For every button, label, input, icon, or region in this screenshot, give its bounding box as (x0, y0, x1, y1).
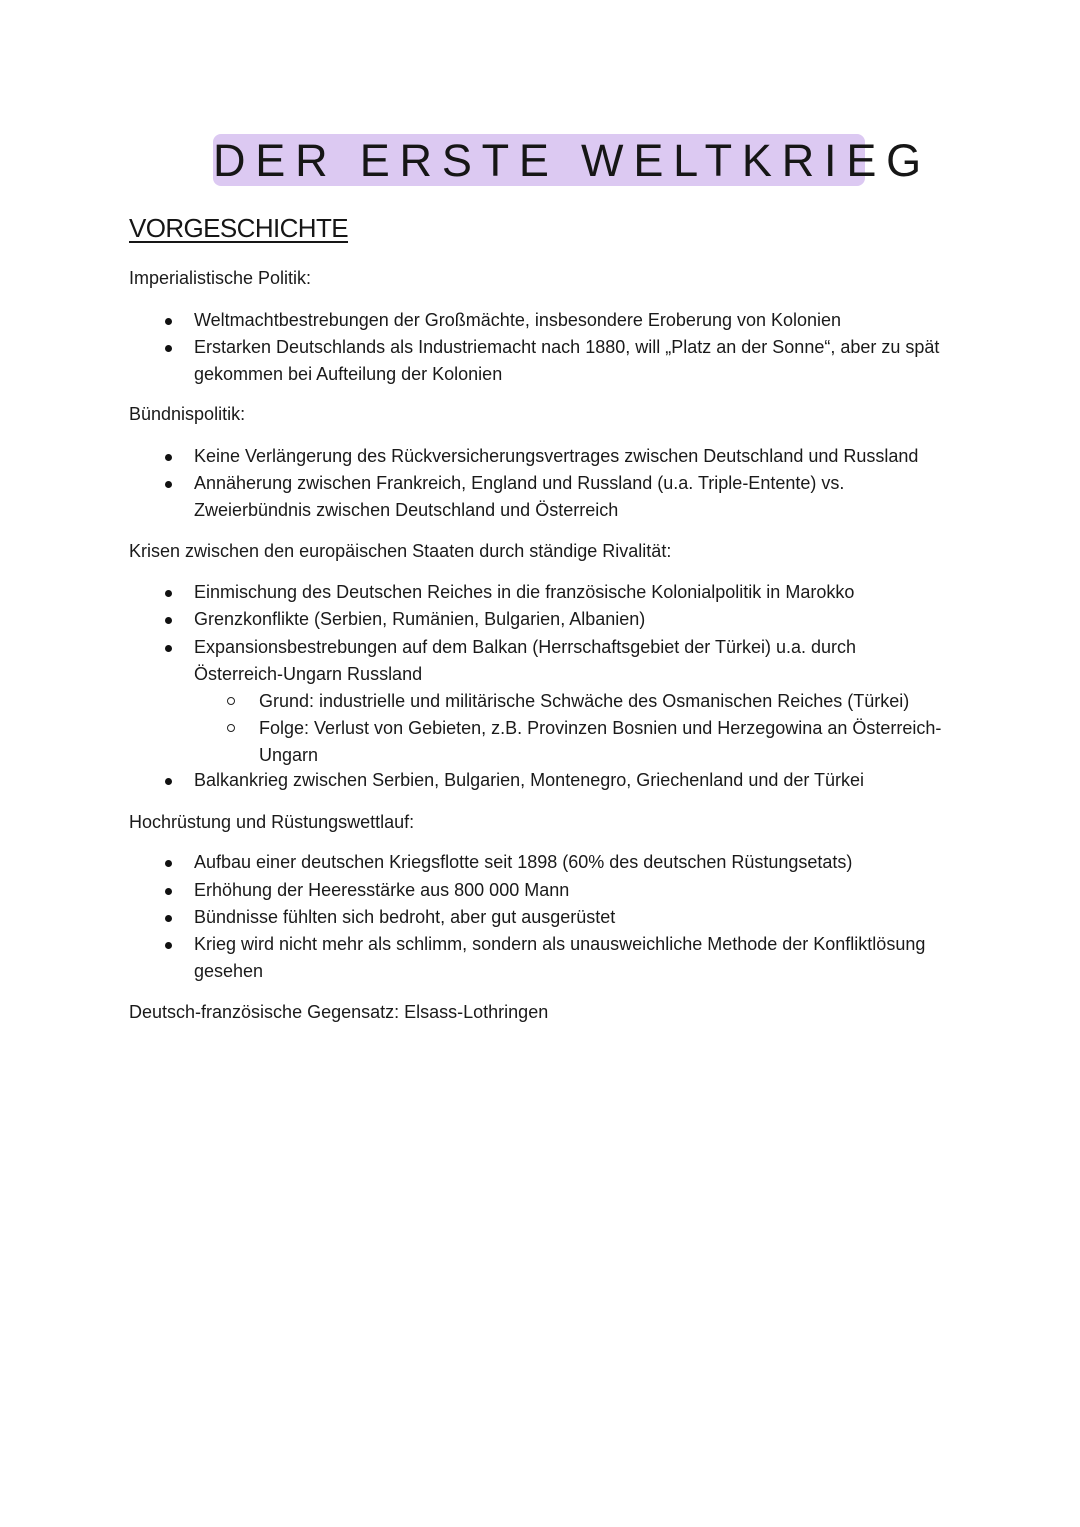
bullet-icon (165, 454, 172, 461)
list-item: Annäherung zwischen Frankreich, England und Russland (u.a. Triple-Entente) vs. Zweierbündnis zwischen Deutschland und Österreich (194, 473, 845, 520)
bullet-icon (165, 888, 172, 895)
bullet-icon (165, 318, 172, 325)
list-item: Aufbau einer deutschen Kriegsflotte seit 1898 (60% des deutschen Rüstungsetats) (194, 852, 853, 872)
bullet-icon (165, 645, 172, 652)
bullet-icon (165, 481, 172, 488)
list-item: Grenzkonflikte (Serbien, Rumänien, Bulgarien, Albanien) (194, 609, 646, 629)
bullet-icon (165, 942, 172, 949)
bullet-icon (165, 590, 172, 597)
list-item: Weltmachtbestrebungen der Großmächte, insbesondere Eroberung von Kolonien (194, 310, 842, 330)
subheading-deutsch-franzoesisch: Deutsch-französische Gegensatz: Elsass-Lothringen (129, 1002, 549, 1022)
bullet-icon (165, 617, 172, 624)
list-item: Bündnisse fühlten sich bedroht, aber gut ausgerüstet (194, 907, 616, 927)
subheading-imperialistische-politik: Imperialistische Politik: (129, 268, 312, 288)
bullet-icon (165, 860, 172, 867)
title-highlight (213, 134, 931, 186)
subheading-buendnispolitik: Bündnispolitik: (129, 404, 246, 424)
bullet-icon (165, 778, 172, 785)
list-item: Krieg wird nicht mehr als schlimm, sondern als unausweichliche Methode der Konfliktlösung gesehen (194, 934, 926, 981)
section-heading-vorgeschichte: VORGESCHICHTE (129, 213, 349, 243)
list-item: Keine Verlängerung des Rückversicherungsvertrages zwischen Deutschland und Russland (194, 446, 919, 466)
circle-bullet-icon (227, 724, 235, 732)
circle-bullet-icon (227, 697, 235, 705)
subheading-krisen: Krisen zwischen den europäischen Staaten durch ständige Rivalität: (129, 541, 672, 561)
list-subitem: Folge: Verlust von Gebieten, z.B. Provinzen Bosnien und Herzegowina an Österreich-Ungarn (259, 718, 942, 765)
list-item: Erstarken Deutschlands als Industriemacht nach 1880, will „Platz an der Sonne“, aber zu spät gekommen bei Aufteilung der Kolonien (194, 337, 940, 384)
bullet-icon (165, 345, 172, 352)
list-subitem: Grund: industrielle und militärische Schwäche des Osmanischen Reiches (Türkei) (259, 691, 910, 711)
list-item: Expansionsbestrebungen auf dem Balkan (Herrschaftsgebiet der Türkei) u.a. durch Österreich-Ungarn Russland (194, 637, 857, 684)
list-item: Erhöhung der Heeresstärke aus 800 000 Mann (194, 880, 570, 900)
page-title: DER ERSTE WELTKRIEG (213, 135, 931, 186)
bullet-icon (165, 915, 172, 922)
list-item: Balkankrieg zwischen Serbien, Bulgarien, Montenegro, Griechenland und der Türkei (194, 770, 865, 790)
list-item: Einmischung des Deutschen Reiches in die französische Kolonialpolitik in Marokko (194, 582, 855, 602)
subheading-hochruestung: Hochrüstung und Rüstungswettlauf: (129, 812, 415, 832)
